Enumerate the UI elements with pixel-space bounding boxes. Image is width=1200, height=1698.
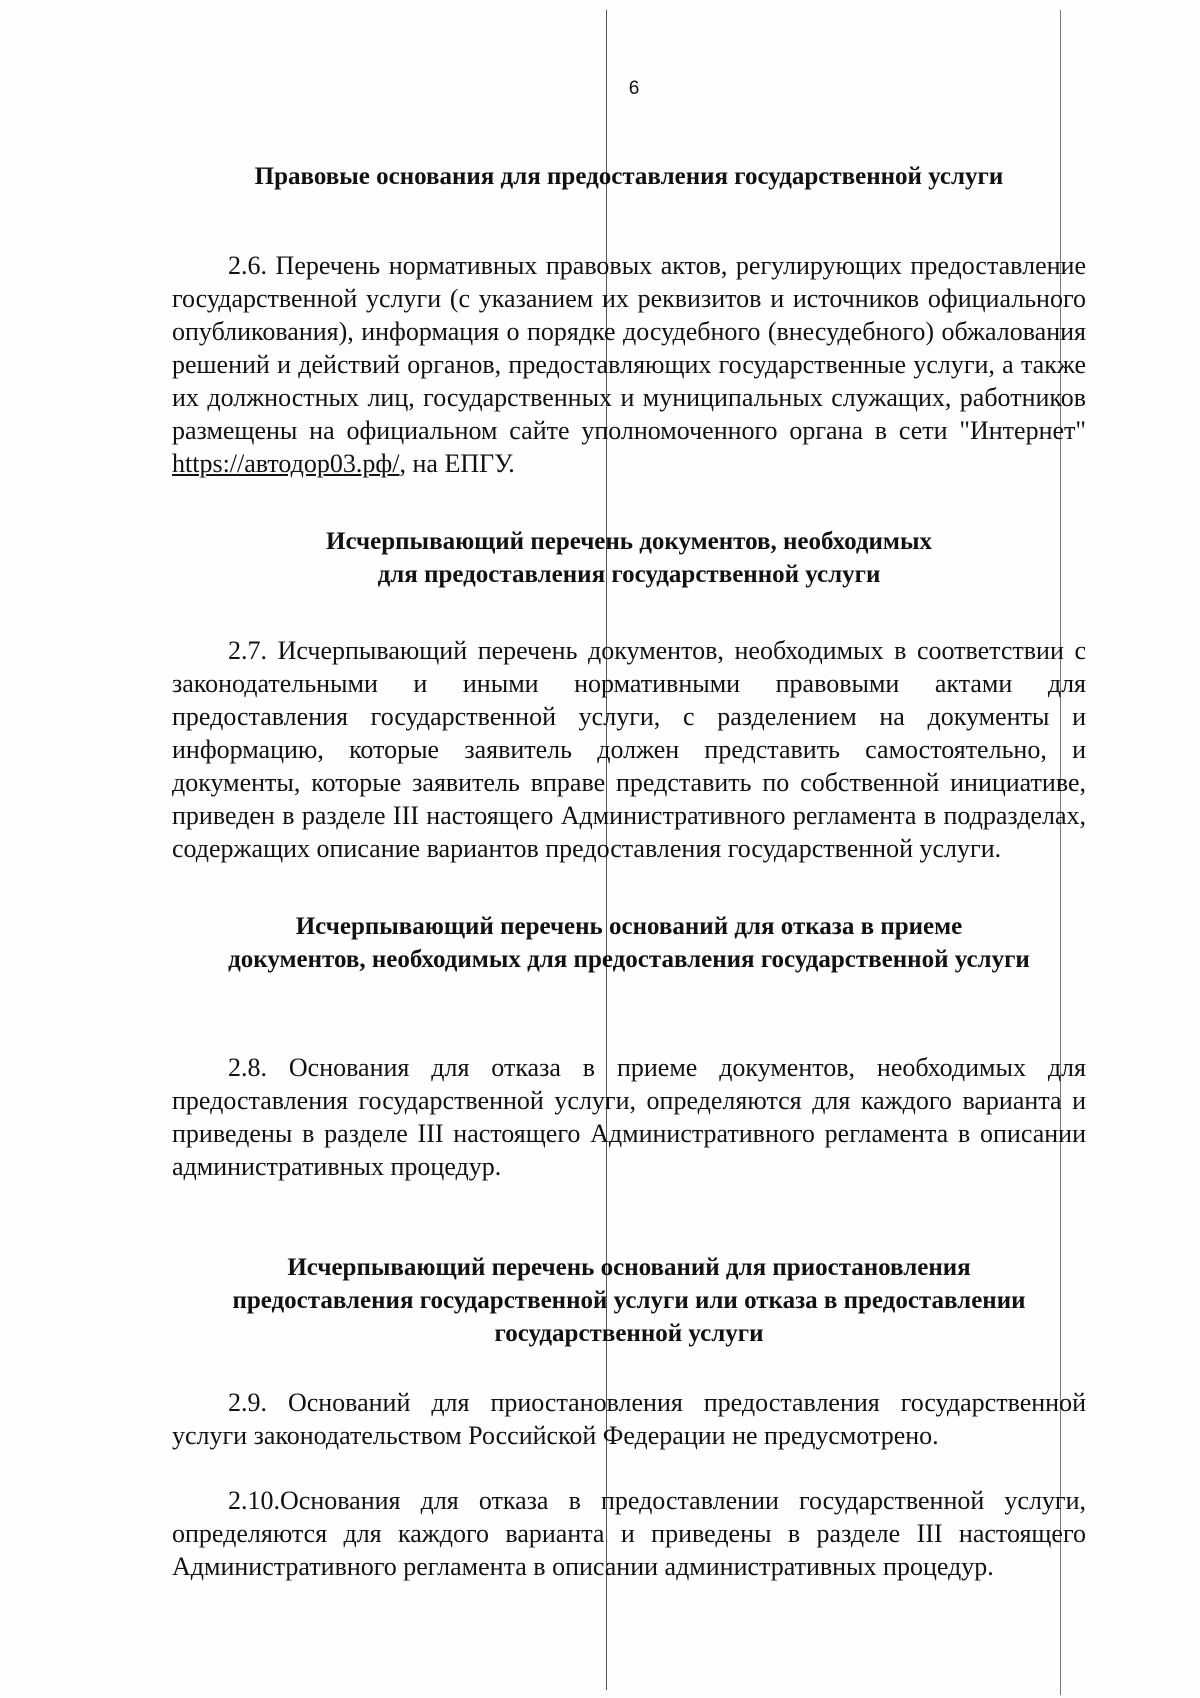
paragraph-2-9: 2.9. Оснований для приостановления предоставления государственной услуги законодательством Российской Федерации не предусмотрено.	[172, 1388, 1086, 1450]
documents-heading-line1: Исчерпывающий перечень документов, необходимых	[326, 528, 932, 555]
paragraph-2-10: 2.10.Основания для отказа в предоставлении государственной услуги, определяются для каждого варианта и приведены в разделе III настоящего Административного регламента в описании административных процедур.	[172, 1486, 1086, 1581]
website-link[interactable]: https://автодор03.рф/	[172, 449, 400, 478]
page-number: 6	[628, 78, 640, 99]
legal-basis-heading: Правовые основания для предоставления государственной услуги	[254, 163, 1004, 190]
suspension-heading-line2: предоставления государственной услуги или отказа в предоставлении	[232, 1287, 1026, 1314]
documents-heading	[172, 525, 1086, 591]
refusal-reception-heading-line1: Исчерпывающий перечень оснований для отказа в приеме	[295, 913, 963, 940]
suspension-heading-line3: государственной услуги	[494, 1320, 764, 1347]
paragraph-2-6	[172, 249, 1086, 480]
paragraph-2-7: 2.7. Исчерпывающий перечень документов, необходимых в соответствии с законодательными и иными нормативными правовыми актами для предоставления государственной услуги, с разделением на документы и информацию, которые заявитель должен представить самостоятельно, и документы, которые заявитель вправе представить по собственной инициативе, приведен в разделе III настоящего Административного регламента в подразделах, содержащих описание вариантов предоставления государственной услуги.	[172, 636, 1086, 863]
suspension-heading-line1: Исчерпывающий перечень оснований для приостановления	[287, 1254, 971, 1281]
paragraph-2-8: 2.8. Основания для отказа в приеме документов, необходимых для предоставления государственной услуги, определяются для каждого варианта и приведены в разделе III настоящего Административного регламента в описании административных процедур.	[172, 1053, 1086, 1181]
suspension-heading	[172, 1251, 1086, 1350]
paragraph-2-6-text: 2.6. Перечень нормативных правовых актов, регулирующих предоставление государственной услуги (с указанием их реквизитов и источников официального опубликования), информация о порядке досудебного (внесудебного) обжалования решений и действий органов, предоставляющих государственные услуги, а также их должностных лиц, государственных и муниципальных служащих, работников размещены на официальном сайте уполномоченного органа в сети "Интернет"	[172, 251, 1086, 445]
paragraph-2-6-tail: , на ЕПГУ.	[399, 449, 515, 478]
document-body	[172, 160, 1086, 1583]
refusal-reception-heading	[172, 910, 1086, 976]
refusal-reception-heading-line2: документов, необходимых для предоставления государственной услуги	[228, 946, 1030, 973]
documents-heading-line2: для предоставления государственной услуги	[377, 561, 881, 588]
